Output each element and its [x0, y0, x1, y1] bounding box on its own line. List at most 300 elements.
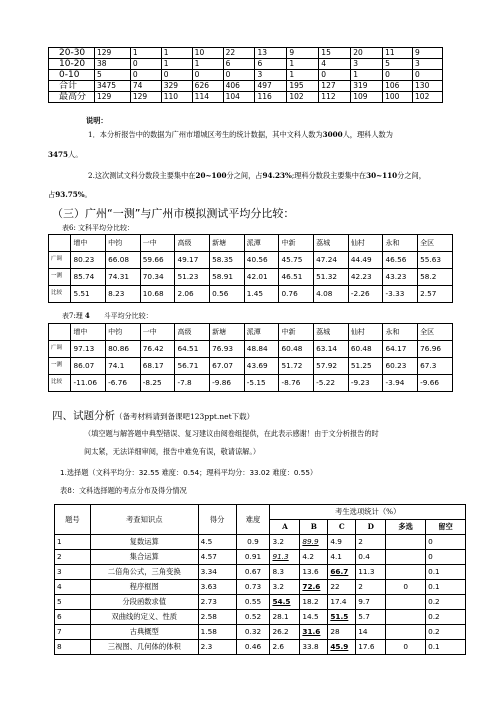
- table-cell: 130: [413, 81, 443, 92]
- option-b-percent: 89.9: [300, 535, 328, 550]
- table-cell: -5.15: [244, 375, 279, 392]
- question-difficulty: 0.52: [236, 610, 270, 625]
- table-cell: 129: [94, 92, 130, 103]
- column-header: 增中: [71, 324, 106, 341]
- column-header: [49, 235, 71, 252]
- table-cell: 76.93: [210, 341, 245, 358]
- row-label: 最高分: [49, 92, 95, 103]
- table-cell: 42.01: [244, 269, 279, 286]
- option-b-percent: 14.5: [300, 610, 328, 625]
- question-no: 8: [55, 640, 91, 655]
- note-value: 3000: [322, 130, 343, 139]
- table-cell: 76.42: [140, 341, 175, 358]
- table-cell: 112: [319, 92, 351, 103]
- option-b-percent: 4.2: [300, 550, 328, 565]
- table-cell: 114: [192, 92, 223, 103]
- table-cell: 116: [255, 92, 287, 103]
- option-blank-percent: 0.2: [426, 595, 466, 610]
- column-header: 荔城: [314, 235, 349, 252]
- table-cell: 1: [161, 48, 192, 59]
- table-cell: 67.07: [210, 358, 245, 375]
- option-b-percent: 33.8: [300, 640, 328, 655]
- table-cell: 1.45: [244, 286, 279, 303]
- table-row: [49, 358, 453, 375]
- row-label: 一测: [49, 358, 71, 375]
- table-cell: 60.48: [348, 341, 383, 358]
- column-header: 高级: [175, 235, 210, 252]
- option-d-percent: 11.3: [356, 565, 386, 580]
- table-header-row: [49, 235, 453, 252]
- row-label: 0-10: [49, 70, 95, 81]
- column-header: 永和: [383, 235, 418, 252]
- header-option-d: D: [356, 520, 386, 535]
- table-cell: -9.23: [348, 375, 383, 392]
- table-cell: 44.49: [348, 252, 383, 269]
- column-header: 新塘: [210, 324, 245, 341]
- caption-text: 4: [84, 311, 90, 320]
- option-blank-percent: 0.2: [426, 610, 466, 625]
- table-cell: 0: [223, 70, 255, 81]
- option-a-percent: 54.5: [270, 595, 300, 610]
- table-cell: 47.24: [314, 252, 349, 269]
- table-cell: 48.84: [244, 341, 279, 358]
- header-option-multi: 多选: [386, 520, 426, 535]
- table-cell: 406: [223, 81, 255, 92]
- table-cell: 3475: [94, 81, 130, 92]
- table-cell: 58.35: [210, 252, 245, 269]
- table-cell: 0: [319, 70, 351, 81]
- column-header: 新塘: [210, 235, 245, 252]
- table-cell: 38: [94, 59, 130, 70]
- table-cell: 51.25: [348, 358, 383, 375]
- option-a-percent: 3.2: [270, 535, 300, 550]
- header-option-a: A: [270, 520, 300, 535]
- table-cell: 60.48: [279, 341, 314, 358]
- question-difficulty: 0.67: [236, 565, 270, 580]
- table-cell: 10: [192, 48, 223, 59]
- table-cell: 59.66: [140, 252, 175, 269]
- note-value: 30~110: [366, 171, 398, 180]
- table-cell: 1: [130, 48, 161, 59]
- note-value: 20~100: [195, 171, 227, 180]
- section-4-desc-2: 间太紧，无法详细审阅，报告中难免有误，敬请谅解。）: [84, 447, 261, 456]
- note-value: 94.23%: [262, 171, 292, 180]
- table-cell: 3: [255, 70, 287, 81]
- table-cell: 4: [319, 59, 351, 70]
- option-a-percent: 3.2: [270, 580, 300, 595]
- row-label: 广调: [49, 252, 71, 269]
- table-cell: 0: [161, 70, 192, 81]
- table-cell: 4.08: [314, 286, 349, 303]
- column-header: 高级: [175, 324, 210, 341]
- table-cell: 86.07: [71, 358, 106, 375]
- table-cell: 43.23: [383, 269, 418, 286]
- table-6-caption: 表6: 文科平均分比较：: [62, 224, 135, 232]
- note-text: 占: [48, 190, 56, 199]
- header-difficulty: 难度: [236, 505, 270, 535]
- table-cell: -5.22: [314, 375, 349, 392]
- table-cell: -3.94: [383, 375, 418, 392]
- header-stats: 考生选项统计（%）: [270, 505, 466, 520]
- table-cell: 11: [383, 48, 413, 59]
- question-no: 2: [55, 550, 91, 565]
- option-multi-percent: [386, 610, 426, 625]
- table-row: [55, 550, 466, 565]
- column-header: 仙村: [348, 324, 383, 341]
- note-text: ;理科分数段主要集中在: [291, 171, 367, 180]
- table-cell: 74.31: [106, 269, 141, 286]
- option-c-percent: 4.9: [328, 535, 356, 550]
- question-no: 3: [55, 565, 91, 580]
- table-cell: 0: [413, 70, 443, 81]
- table-cell: 49.17: [175, 252, 210, 269]
- table-row: [49, 252, 453, 269]
- note-text: 。: [84, 190, 92, 199]
- question-topic: 双曲线的定义、性质: [90, 610, 198, 625]
- row-label: 比较: [49, 286, 71, 303]
- table-cell: 63.14: [314, 341, 349, 358]
- table-row: [49, 70, 443, 81]
- table-cell: 104: [223, 92, 255, 103]
- column-header: 中新: [279, 235, 314, 252]
- note-text: 分之间，占: [226, 171, 263, 180]
- table-cell: 329: [161, 81, 192, 92]
- header-option-blank: 留空: [426, 520, 466, 535]
- question-topic: 分段函数求值: [90, 595, 198, 610]
- option-multi-percent: [386, 550, 426, 565]
- note-paragraph-1-cont: [48, 150, 82, 160]
- table-cell: 3: [413, 59, 443, 70]
- option-d-percent: 14: [356, 625, 386, 640]
- option-a-percent: 28.1: [270, 610, 300, 625]
- question-difficulty: 0.73: [236, 580, 270, 595]
- note-value: 93.75%: [55, 190, 85, 199]
- question-no: 7: [55, 625, 91, 640]
- table-cell: 626: [192, 81, 223, 92]
- option-d-percent: 9.7: [356, 595, 386, 610]
- section-4-desc-1: （填空题与解答题中典型错误、复习建议由阅卷组提供，在此表示感谢！由于文分析报告的时: [84, 429, 379, 438]
- section-3-title: （三）广州“一测”与广州市模拟测试平均分比较：: [52, 207, 295, 220]
- option-d-percent: 17.6: [356, 640, 386, 655]
- table-cell: 106: [383, 81, 413, 92]
- table-cell: 0: [130, 70, 161, 81]
- table-cell: 67.3: [418, 358, 453, 375]
- table-cell: 20: [351, 48, 383, 59]
- row-label: 比较: [49, 375, 71, 392]
- column-header: 永和: [383, 324, 418, 341]
- question-no: 6: [55, 610, 91, 625]
- table-cell: 2.57: [418, 286, 453, 303]
- question-score: 4.5: [198, 535, 236, 550]
- option-c-percent: 4.1: [328, 550, 356, 565]
- column-header: 增中: [71, 235, 106, 252]
- question-topic: 古典概型: [90, 625, 198, 640]
- option-multi-percent: 0: [386, 580, 426, 595]
- table-row: [55, 565, 466, 580]
- table-cell: 3: [351, 59, 383, 70]
- score-distribution-table: [48, 47, 443, 103]
- question-difficulty: 0.91: [236, 550, 270, 565]
- table-cell: 5: [383, 59, 413, 70]
- column-header: 中新: [279, 324, 314, 341]
- question-score: 2.58: [198, 610, 236, 625]
- table-cell: 42.23: [348, 269, 383, 286]
- question-score: 3.63: [198, 580, 236, 595]
- question-topic: 二倍角公式，三角变换: [90, 565, 198, 580]
- option-a-percent: 91.3: [270, 550, 300, 565]
- table-cell: 6: [223, 59, 255, 70]
- note-paragraph-1: [88, 130, 468, 140]
- table-cell: 22: [223, 48, 255, 59]
- question-difficulty: 0.46: [236, 640, 270, 655]
- section-4-note: （备考材料请到备课吧123ppt.net下载）: [115, 412, 255, 421]
- table-cell: 45.75: [279, 252, 314, 269]
- table-cell: 76.96: [418, 341, 453, 358]
- option-multi-percent: [386, 595, 426, 610]
- question-score: 4.57: [198, 550, 236, 565]
- table-cell: 5: [94, 70, 130, 81]
- question-difficulty: 0.32: [236, 625, 270, 640]
- column-header: 中钧: [106, 324, 141, 341]
- question-score: 2.73: [198, 595, 236, 610]
- table-cell: 127: [319, 81, 351, 92]
- table-cell: 0: [192, 70, 223, 81]
- column-header: 仙村: [348, 235, 383, 252]
- table-row: [49, 48, 443, 59]
- table-cell: 1: [287, 70, 319, 81]
- option-b-percent: 18.2: [300, 595, 328, 610]
- table-cell: 1: [287, 59, 319, 70]
- table-cell: 129: [94, 48, 130, 59]
- table-cell: 1: [161, 59, 192, 70]
- column-header: 派潭: [244, 235, 279, 252]
- table-row: [49, 59, 443, 70]
- table-cell: -8.25: [140, 375, 175, 392]
- question-no: 1: [55, 535, 91, 550]
- table-cell: 195: [287, 81, 319, 92]
- table-cell: 10.68: [140, 286, 175, 303]
- question-no: 4: [55, 580, 91, 595]
- question-difficulty: 0.55: [236, 595, 270, 610]
- option-c-percent: 45.9: [328, 640, 356, 655]
- table-row: [49, 269, 453, 286]
- table-cell: 0: [130, 59, 161, 70]
- note-paragraph-2: [88, 171, 478, 181]
- note-text: 1．本分析报告中的数据为广州市增城区考生的统计数据，其中文科人数为: [88, 130, 323, 139]
- table-cell: 0.56: [210, 286, 245, 303]
- note-text: 人。: [68, 150, 83, 159]
- table-header-row: [55, 505, 466, 520]
- option-multi-percent: 0: [386, 640, 426, 655]
- table-row: [55, 625, 466, 640]
- header-score: 得分: [198, 505, 236, 535]
- row-label: 合计: [49, 81, 95, 92]
- table-cell: 55.63: [418, 252, 453, 269]
- table-8-caption: 表8：文科选择题的考点分布及得分情况: [60, 486, 187, 495]
- table-cell: -9.86: [210, 375, 245, 392]
- table-header-row: [49, 324, 453, 341]
- table-row: [55, 535, 466, 550]
- table-cell: 57.92: [314, 358, 349, 375]
- note-paragraph-2-cont: [48, 190, 92, 200]
- option-d-percent: 0.4: [356, 550, 386, 565]
- option-c-percent: 28: [328, 625, 356, 640]
- option-d-percent: 2: [356, 580, 386, 595]
- table-cell: 70.34: [140, 269, 175, 286]
- table-cell: 58.91: [210, 269, 245, 286]
- table-cell: 5.51: [71, 286, 106, 303]
- option-b-percent: 72.6: [300, 580, 328, 595]
- table-cell: -3.33: [383, 286, 418, 303]
- table-cell: 51.23: [175, 269, 210, 286]
- option-a-percent: 26.2: [270, 625, 300, 640]
- table-cell: -6.76: [106, 375, 141, 392]
- question-no: 5: [55, 595, 91, 610]
- row-label: 10-20: [49, 59, 95, 70]
- caption-text: 表7:理: [62, 312, 83, 320]
- table-cell: 8.23: [106, 286, 141, 303]
- table-cell: -9.66: [418, 375, 453, 392]
- option-c-percent: 22: [328, 580, 356, 595]
- choice-question-summary: 1.选择题（文科平均分：32.55 难度：0.54；理科平均分：33.02 难度：0.55）: [60, 468, 318, 477]
- option-blank-percent: 0: [426, 535, 466, 550]
- table-cell: 46.51: [279, 269, 314, 286]
- column-header: 中钧: [106, 235, 141, 252]
- header-option-c: C: [328, 520, 356, 535]
- row-label: 广调: [49, 341, 71, 358]
- table-cell: 319: [351, 81, 383, 92]
- column-header: 荔城: [314, 324, 349, 341]
- column-header: 一中: [140, 324, 175, 341]
- table-cell: 1: [192, 59, 223, 70]
- table-cell: 129: [130, 92, 161, 103]
- row-label: 一测: [49, 269, 71, 286]
- table-cell: 109: [351, 92, 383, 103]
- option-c-percent: 51.5: [328, 610, 356, 625]
- note-text: 人，理科人数为: [342, 130, 393, 139]
- caption-text: 斗平均分比较：: [103, 312, 153, 320]
- table-cell: 2.06: [175, 286, 210, 303]
- section-4-title: [52, 408, 254, 423]
- table-cell: 6: [255, 59, 287, 70]
- table-cell: 100: [383, 92, 413, 103]
- table-cell: 64.17: [383, 341, 418, 358]
- table-row: [49, 81, 443, 92]
- option-a-percent: 8.3: [270, 565, 300, 580]
- header-topic: 考查知识点: [90, 505, 198, 535]
- table-6-arts-average: [48, 234, 453, 303]
- question-topic: 复数运算: [90, 535, 198, 550]
- question-topic: 集合运算: [90, 550, 198, 565]
- table-cell: 74: [130, 81, 161, 92]
- question-score: 1.58: [198, 625, 236, 640]
- option-c-percent: 17.4: [328, 595, 356, 610]
- table-8-choice-analysis: [54, 504, 466, 655]
- option-multi-percent: [386, 565, 426, 580]
- column-header: 全区: [418, 324, 453, 341]
- column-header: 一中: [140, 235, 175, 252]
- table-cell: -2.26: [348, 286, 383, 303]
- question-topic: 三视图、几何体的体积: [90, 640, 198, 655]
- table-cell: 68.17: [140, 358, 175, 375]
- table-cell: 43.69: [244, 358, 279, 375]
- option-multi-percent: [386, 535, 426, 550]
- table-cell: 0: [383, 70, 413, 81]
- question-topic: 程序框图: [90, 580, 198, 595]
- header-option-b: B: [300, 520, 328, 535]
- table-cell: 51.32: [314, 269, 349, 286]
- table-7-caption: [62, 311, 153, 321]
- table-cell: 13: [255, 48, 287, 59]
- table-cell: 110: [161, 92, 192, 103]
- table-cell: 9: [413, 48, 443, 59]
- table-cell: 15: [319, 48, 351, 59]
- question-score: 3.34: [198, 565, 236, 580]
- column-header: [49, 324, 71, 341]
- table-cell: -8.76: [279, 375, 314, 392]
- table-cell: 51.72: [279, 358, 314, 375]
- note-text: 2.这次测试文科分数段主要集中在: [88, 171, 196, 180]
- option-blank-percent: 0.1: [426, 640, 466, 655]
- column-header: 派潭: [244, 324, 279, 341]
- table-cell: 46.56: [383, 252, 418, 269]
- question-score: 2.3: [198, 640, 236, 655]
- table-cell: 497: [255, 81, 287, 92]
- table-row: [49, 375, 453, 392]
- option-blank-percent: 0: [426, 550, 466, 565]
- notes-heading: 说明：: [86, 116, 108, 125]
- table-row: [55, 580, 466, 595]
- table-row: [55, 640, 466, 655]
- table-cell: 0.76: [279, 286, 314, 303]
- table-row: [55, 610, 466, 625]
- table-cell: -7.8: [175, 375, 210, 392]
- table-cell: 60.23: [383, 358, 418, 375]
- table-cell: 74.1: [106, 358, 141, 375]
- option-d-percent: 2: [356, 535, 386, 550]
- question-difficulty: 0.9: [236, 535, 270, 550]
- column-header: 全区: [418, 235, 453, 252]
- table-cell: 85.74: [71, 269, 106, 286]
- table-cell: 56.71: [175, 358, 210, 375]
- table-row: [49, 341, 453, 358]
- option-c-percent: 66.7: [328, 565, 356, 580]
- table-cell: 80.23: [71, 252, 106, 269]
- table-cell: 97.13: [71, 341, 106, 358]
- note-value: 3475: [48, 150, 69, 159]
- table-cell: 102: [287, 92, 319, 103]
- table-row: [55, 595, 466, 610]
- table-row: [49, 286, 453, 303]
- note-text: 分之间，: [397, 171, 426, 180]
- option-multi-percent: [386, 625, 426, 640]
- table-cell: 64.51: [175, 341, 210, 358]
- table-cell: 9: [287, 48, 319, 59]
- table-cell: 1: [351, 70, 383, 81]
- option-blank-percent: 0.2: [426, 625, 466, 640]
- table-cell: 102: [413, 92, 443, 103]
- table-cell: 58.2: [418, 269, 453, 286]
- option-a-percent: 2.6: [270, 640, 300, 655]
- option-blank-percent: 0.1: [426, 565, 466, 580]
- option-blank-percent: 0.1: [426, 580, 466, 595]
- table-cell: 66.08: [106, 252, 141, 269]
- table-cell: 80.86: [106, 341, 141, 358]
- table-cell: -11.06: [71, 375, 106, 392]
- section-4-heading: 四、试题分析: [52, 410, 115, 422]
- row-label: 20-30: [49, 48, 95, 59]
- option-b-percent: 13.6: [300, 565, 328, 580]
